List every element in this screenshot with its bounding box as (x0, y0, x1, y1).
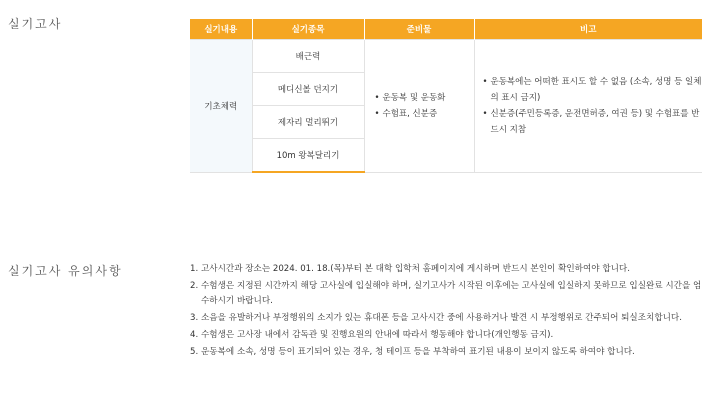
notice-number: 4. (190, 330, 199, 340)
notice-text: 수험생은 고사장 내에서 감독관 및 진행요원의 안내에 따라서 행동해야 합니다(개인행동 금지). (201, 330, 554, 340)
header-supplies: 준비물 (364, 19, 474, 40)
notice-number: 3. (190, 313, 199, 323)
notice-number: 1. (190, 264, 199, 274)
event-cell: 메디신볼 던지기 (252, 73, 364, 106)
exam-table (190, 19, 702, 173)
notice-item (190, 279, 704, 309)
supplies-item: • 수험표, 신분증 (375, 106, 474, 122)
event-cell: 배근력 (252, 40, 364, 73)
notice-item (190, 328, 704, 343)
notice-number: 2. (190, 281, 199, 291)
notice-item (190, 345, 704, 360)
event-cell: 제자리 멀리뛰기 (252, 106, 364, 139)
notice-section-title: 실기고사 유의사항 (8, 264, 123, 278)
notice-text: 고사시간과 장소는 2024. 01. 18.(목)부터 본 대학 입학처 홈페이지에 게시하며 반드시 본인이 확인하여야 합니다. (201, 264, 630, 274)
remarks-item: • 운동복에는 어떠한 표시도 할 수 없음 (소속, 성명 등 일체의 표시 금지) (483, 74, 703, 106)
remarks-item: • 신분증(주민등록증, 운전면허증, 여권 등) 및 수험표를 반드시 지참 (483, 106, 703, 138)
header-remarks: 비고 (474, 19, 702, 40)
supplies-item: • 운동복 및 운동화 (375, 90, 474, 106)
header-event: 실기종목 (252, 19, 364, 40)
notice-text: 수험생은 지정된 시간까지 해당 고사실에 입실해야 하며, 실기고사가 시작된 이후에는 고사실에 입실하지 못하므로 입실완료 시간을 엄수하시기 바랍니다. (201, 281, 702, 306)
notice-text: 운동복에 소속, 성명 등이 표기되어 있는 경우, 청 테이프 등을 부착하여 표기된 내용이 보이지 않도록 하여야 합니다. (201, 347, 635, 357)
notice-number: 5. (190, 347, 199, 357)
remarks-list (483, 74, 703, 138)
table-row (190, 40, 702, 73)
notice-text: 소음을 유발하거나 부정행위의 소지가 있는 휴대폰 등을 고사시간 중에 사용하거나 발견 시 부정행위로 간주되어 퇴실조치합니다. (201, 313, 682, 323)
event-cell: 10m 왕복달리기 (252, 139, 364, 173)
exam-section-title: 실기고사 (8, 17, 63, 31)
supplies-list (375, 90, 474, 122)
supplies-cell (364, 40, 474, 173)
remarks-cell (474, 40, 702, 173)
header-content: 실기내용 (190, 19, 252, 40)
category-cell: 기초체력 (190, 40, 252, 173)
notice-item (190, 262, 704, 277)
notice-list (190, 262, 704, 362)
table-header-row (190, 19, 702, 40)
notice-item (190, 311, 704, 326)
